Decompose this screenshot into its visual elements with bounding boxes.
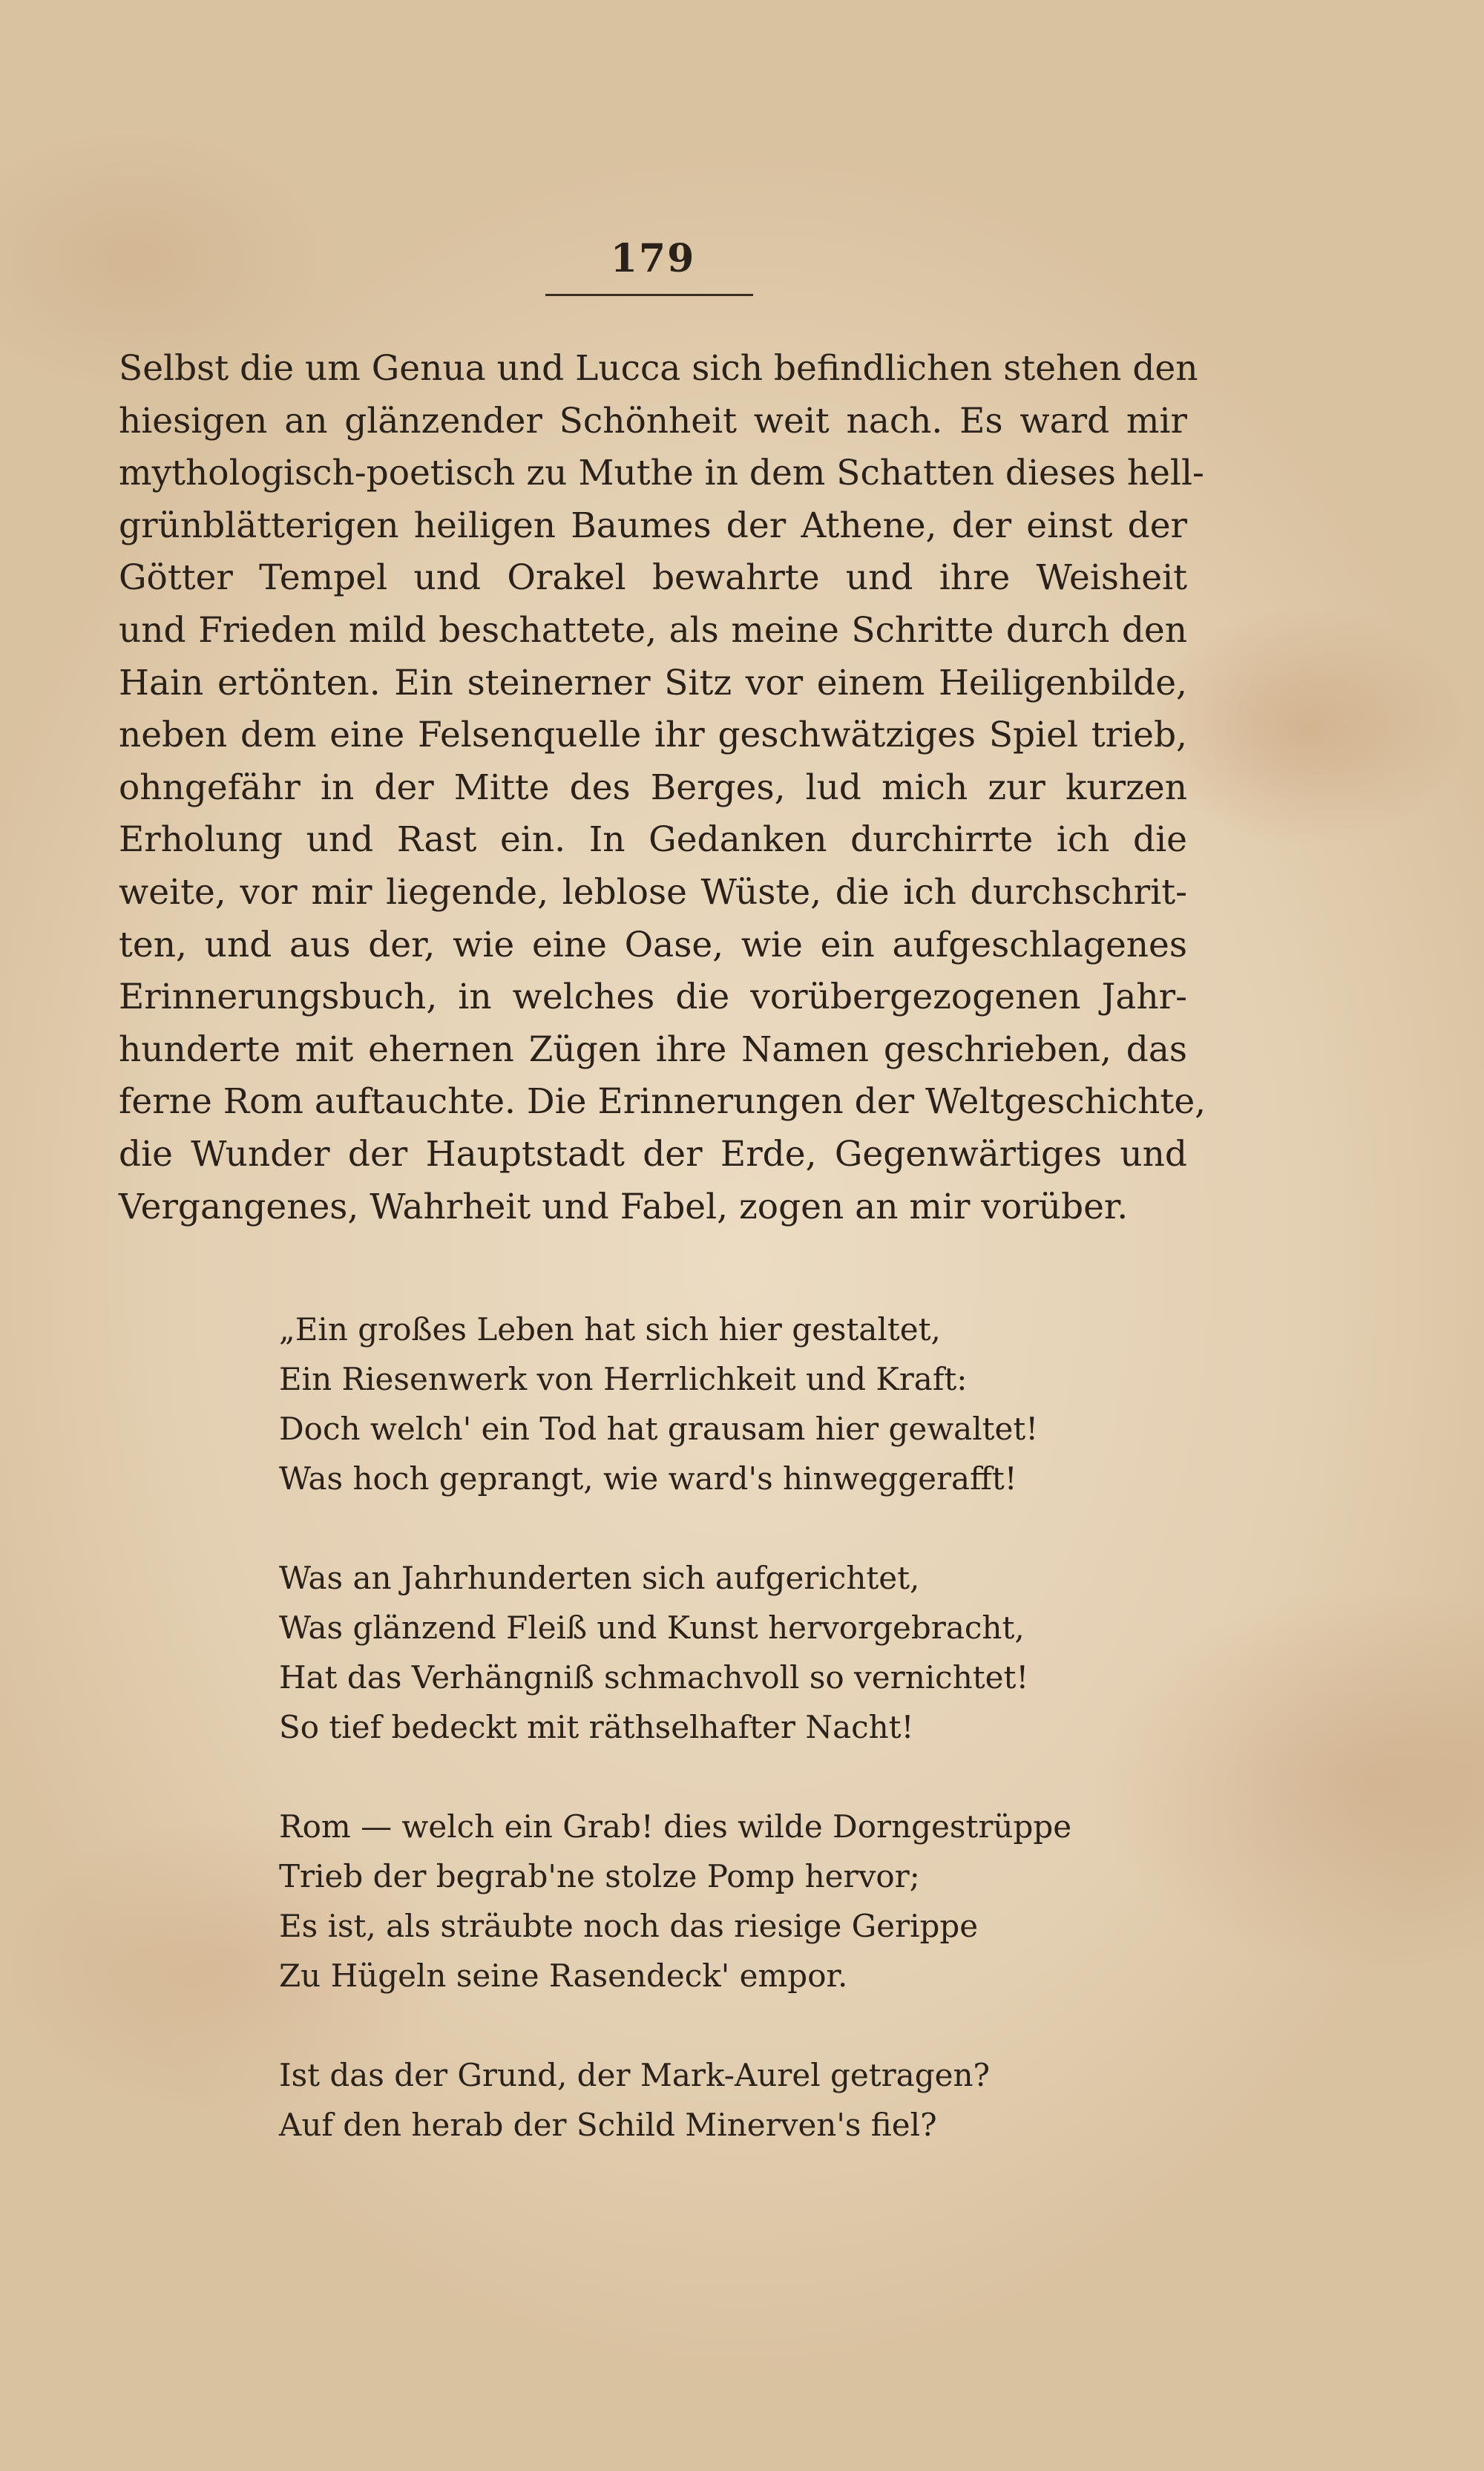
prose-line: weite, vor mir liegende, leblose Wüste, die ich durchschrit- xyxy=(119,871,1187,913)
prose-line: Götter Tempel und Orakel bewahrte und ihre Weisheit xyxy=(119,557,1187,599)
prose-line: grünblätterigen heiligen Baumes der Athene, der einst der xyxy=(119,505,1187,546)
verse-line: Rom — welch ein Grab! dies wilde Dorngestrüppe xyxy=(279,1808,1072,1845)
prose-line: Hain ertönten. Ein steinerner Sitz vor einem Heiligenbilde, xyxy=(119,662,1187,703)
prose-line: die Wunder der Hauptstadt der Erde, Gegenwärtiges und xyxy=(119,1133,1187,1175)
poem-stanza xyxy=(279,2050,1095,2150)
prose-line: hiesigen an glänzender Schönheit weit nach. Es ward mir xyxy=(119,400,1187,442)
verse-line: Ist das der Grund, der Mark-Aurel getragen? xyxy=(279,2057,991,2093)
verse-line: Auf den herab der Schild Minerven's fiel? xyxy=(279,2107,937,2143)
prose-line: ferne Rom auftauchte. Die Erinnerungen der Weltgeschichte, xyxy=(119,1081,1206,1123)
header-rule xyxy=(545,294,753,296)
prose-line: Erinnerungsbuch, in welches die vorübergezogenen Jahr- xyxy=(119,977,1187,1018)
prose-line: Selbst die um Genua und Lucca sich befindlichen stehen den xyxy=(119,348,1198,389)
prose-line: hunderte mit ehernen Zügen ihre Namen geschrieben, das xyxy=(119,1028,1187,1070)
verse-line: „Ein großes Leben hat sich hier gestaltet, xyxy=(279,1311,941,1348)
verse-line: Hat das Verhängniß schmachvoll so vernichtet! xyxy=(279,1659,1029,1696)
prose-line: neben dem eine Felsenquelle ihr geschwätziges Spiel trieb, xyxy=(119,715,1187,756)
page-number: 179 xyxy=(610,236,696,281)
verse-line: So tief bedeckt mit räthselhafter Nacht! xyxy=(279,1709,914,1745)
verse-line: Ein Riesenwerk von Herrlichkeit und Kraft: xyxy=(279,1361,968,1397)
verse-line: Zu Hügeln seine Rasendeck' empor. xyxy=(279,1958,848,1994)
poem-stanza xyxy=(279,1305,1095,1503)
verse-line: Trieb der begrab'ne stolze Pomp hervor; xyxy=(279,1858,920,1894)
prose-line: Vergangenes, Wahrheit und Fabel, zogen an mir vorüber. xyxy=(119,1186,1129,1227)
poem-stanza xyxy=(279,1553,1095,1752)
prose-line: mythologisch-poetisch zu Muthe in dem Schatten dieses hell- xyxy=(119,453,1204,494)
verse-line: Es ist, als sträubte noch das riesige Gerippe xyxy=(279,1908,979,1944)
verse-line: Was glänzend Fleiß und Kunst hervorgebracht, xyxy=(279,1609,1025,1646)
verse-line: Was hoch geprangt, wie ward's hinweggerafft! xyxy=(279,1460,1017,1497)
prose-paragraph xyxy=(119,343,1206,1233)
poem-stanza xyxy=(279,1802,1095,2001)
prose-line: Erholung und Rast ein. In Gedanken durchirrte ich die xyxy=(119,819,1187,861)
prose-line: ohngefähr in der Mitte des Berges, lud mich zur kurzen xyxy=(119,767,1187,808)
prose-line: und Frieden mild beschattete, als meine Schritte durch den xyxy=(119,609,1187,651)
prose-line: ten, und aus der, wie eine Oase, wie ein aufgeschlagenes xyxy=(119,924,1187,965)
verse-line: Was an Jahrhunderten sich aufgerichtet, xyxy=(279,1560,920,1596)
verse-line: Doch welch' ein Tod hat grausam hier gewaltet! xyxy=(279,1411,1039,1447)
poem xyxy=(279,1305,1095,2199)
